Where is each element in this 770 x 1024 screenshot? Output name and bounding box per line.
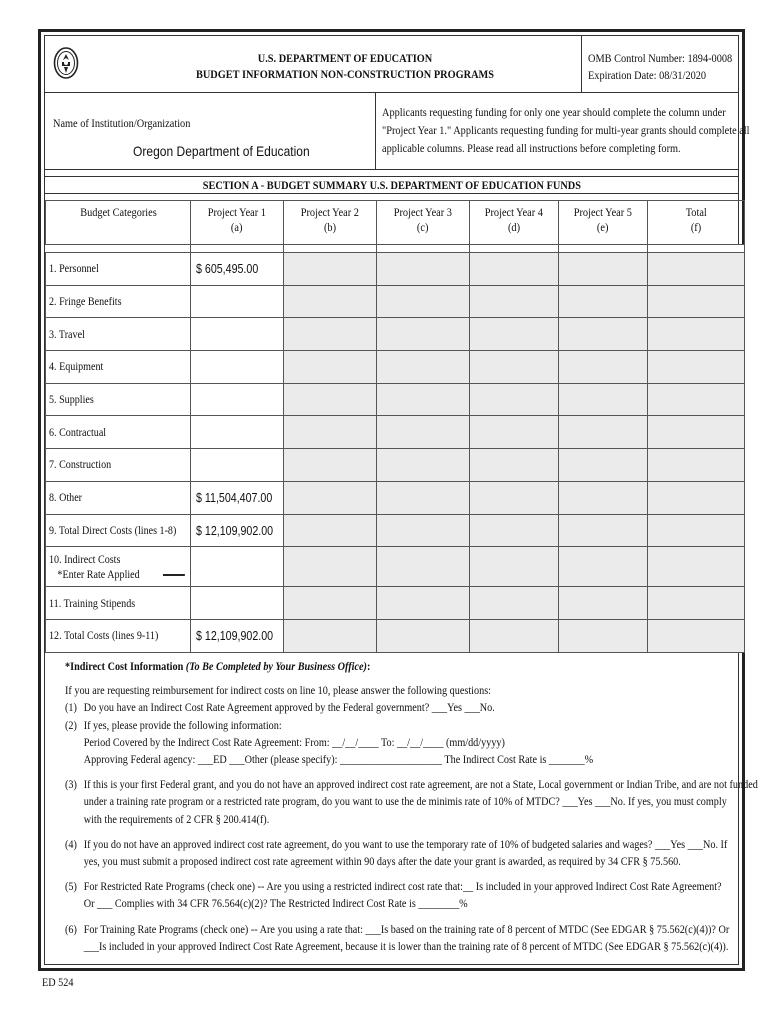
year1-amount-cell[interactable] (191, 547, 284, 587)
col-header-total: Total (f) (648, 201, 745, 245)
table-header-row (46, 201, 745, 245)
question-number: (3) (65, 777, 77, 792)
total-amount-cell[interactable] (648, 449, 745, 482)
total-amount-cell[interactable] (648, 481, 745, 514)
table-row (46, 481, 745, 514)
year4-amount-cell[interactable] (470, 416, 559, 449)
total-amount-cell[interactable] (648, 587, 745, 620)
total-amount-cell[interactable] (648, 383, 745, 416)
year1-amount-cell[interactable] (191, 416, 284, 449)
year4-amount-cell[interactable] (470, 318, 559, 351)
indirect-cost-line (65, 717, 632, 734)
budget-category-label: 3. Travel (46, 318, 191, 351)
col-header-categories: Budget Categories (46, 201, 191, 245)
question-text: under a training rate program or a restricted rate program, do you want to use the de minimis rate of 10% of MTDC? ___Yes ___No. If yes, you must comply (83, 794, 727, 809)
table-row (46, 318, 745, 351)
budget-form (38, 29, 758, 971)
year3-amount-cell[interactable] (377, 253, 470, 286)
question-number: (5) (65, 879, 77, 894)
budget-category-label: 10. Indirect Costs *Enter Rate Applied (46, 547, 191, 587)
total-amount-cell[interactable] (648, 351, 745, 384)
question-text: If you do not have an approved indirect cost rate agreement, do you want to use the temporary rate of 10% of budgeted salaries and wages? ___Yes ___No. If (83, 836, 728, 851)
department-seal-icon (53, 46, 79, 80)
form-header (45, 36, 738, 93)
question-text: with the requirements of 2 CFR § 200.414(f). (83, 811, 270, 826)
table-row (46, 285, 745, 318)
question-text: yes, you must submit a proposed indirect cost rate agreement within 90 days after the date your grant is awarded, as required by 34 CFR § 75.560. (83, 854, 681, 869)
question-number: (4) (65, 836, 77, 851)
year2-amount-cell[interactable] (284, 587, 377, 620)
indirect-cost-title: *Indirect Cost Information (To Be Completed by Your Business Office): (65, 659, 371, 673)
table-row (46, 351, 745, 384)
question-text: ___Is included in your approved Indirect Cost Rate Agreement, because it is lower than the training rate of 8 percent of MTDC (See EDGAR § 75.562(c)(4)). (83, 938, 729, 953)
year4-amount-cell[interactable] (470, 285, 559, 318)
question-number: (6) (65, 921, 77, 936)
year1-amount-cell[interactable] (191, 449, 284, 482)
year4-amount-cell[interactable] (470, 449, 559, 482)
expiration-date: Expiration Date: 08/31/2020 (588, 68, 707, 82)
year4-amount-cell[interactable] (470, 383, 559, 416)
year1-amount-cell[interactable]: $ 12,109,902.00 (191, 514, 284, 547)
indirect-cost-line (65, 921, 730, 938)
table-row (46, 383, 745, 416)
year4-amount-cell[interactable] (470, 514, 559, 547)
indirect-cost-line (65, 811, 632, 828)
year1-amount-cell[interactable] (191, 587, 284, 620)
year2-amount-cell[interactable] (284, 351, 377, 384)
table-row (46, 514, 745, 547)
table-row (46, 587, 745, 620)
institution-row (45, 93, 750, 170)
year3-amount-cell[interactable] (377, 514, 470, 547)
omb-number: OMB Control Number: 1894-0008 (588, 51, 733, 65)
year1-amount-cell[interactable]: $ 12,109,902.00 (191, 619, 284, 652)
year5-amount-cell[interactable] (559, 481, 648, 514)
year5-amount-cell[interactable] (559, 285, 648, 318)
year1-amount-cell[interactable] (191, 383, 284, 416)
year4-amount-cell[interactable] (470, 619, 559, 652)
year3-amount-cell[interactable] (377, 481, 470, 514)
indirect-cost-line (65, 793, 727, 810)
indirect-cost-line (65, 836, 728, 853)
question-text: Do you have an Indirect Cost Rate Agreement approved by the Federal government? ___Yes ___No. (83, 700, 495, 715)
indirect-cost-line (65, 878, 722, 895)
year5-amount-cell[interactable] (559, 619, 648, 652)
form-inner (44, 35, 758, 965)
table-row (46, 619, 745, 652)
year2-amount-cell[interactable] (284, 514, 377, 547)
budget-category-label: 11. Training Stipends (46, 587, 191, 620)
total-amount-cell[interactable] (648, 514, 745, 547)
year5-amount-cell[interactable] (559, 253, 648, 286)
table-row (46, 547, 745, 587)
indirect-cost-line (65, 751, 632, 768)
question-text: For Training Rate Programs (check one) -- Are you using a rate that: ___Is based on the training rate of 8 percent of MTDC (See EDGAR § 75.562(c)(4))? Or (83, 921, 730, 936)
year3-amount-cell[interactable] (377, 547, 470, 587)
table-spacer-row (46, 245, 745, 253)
col-header-year4: Project Year 4 (d) (470, 201, 559, 245)
year1-amount-cell[interactable] (191, 351, 284, 384)
budget-category-label: 6. Contractual (46, 416, 191, 449)
institution-value[interactable]: Oregon Department of Education (133, 143, 310, 159)
question-number: (2) (65, 717, 77, 732)
form-title (164, 50, 525, 82)
question-text: If this is your first Federal grant, and you do not have an approved indirect cost rate agreement, are not a State, Local government or Indian Tribe, and are not funded (83, 777, 758, 792)
instructions-line: "Project Year 1." Applicants requesting funding for multi-year grants should complete all (382, 123, 750, 137)
title-line-1: U.S. DEPARTMENT OF EDUCATION (257, 51, 433, 65)
indirect-cost-line (65, 938, 729, 955)
budget-category-label: 2. Fringe Benefits (46, 285, 191, 318)
year3-amount-cell[interactable] (377, 318, 470, 351)
rate-arrow-line (163, 574, 185, 576)
budget-category-label: 8. Other (46, 481, 191, 514)
indirect-cost-questions (65, 682, 758, 955)
institution-label: Name of Institution/Organization (53, 116, 191, 130)
title-line-2: BUDGET INFORMATION NON-CONSTRUCTION PROGRAMS (195, 67, 495, 81)
year5-amount-cell[interactable] (559, 351, 648, 384)
budget-category-label: 9. Total Direct Costs (lines 1-8) (46, 514, 191, 547)
total-amount-cell[interactable] (648, 416, 745, 449)
year1-amount-cell[interactable]: $ 605,495.00 (191, 253, 284, 286)
year3-amount-cell[interactable] (377, 285, 470, 318)
year3-amount-cell[interactable] (377, 383, 470, 416)
total-amount-cell[interactable] (648, 285, 745, 318)
year2-amount-cell[interactable] (284, 547, 377, 587)
indirect-cost-line (65, 776, 758, 793)
year4-amount-cell[interactable] (470, 351, 559, 384)
budget-category-label: 5. Supplies (46, 383, 191, 416)
question-text: Period Covered by the Indirect Cost Rate Agreement: From: __/__/____ To: __/__/____ (mm/dd/yyyy) (83, 734, 505, 749)
year2-amount-cell[interactable] (284, 416, 377, 449)
table-row (46, 416, 745, 449)
budget-table-body (46, 245, 745, 653)
year5-amount-cell[interactable] (559, 383, 648, 416)
year4-amount-cell[interactable] (470, 481, 559, 514)
year1-amount-cell[interactable]: $ 11,504,407.00 (191, 481, 284, 514)
year5-amount-cell[interactable] (559, 416, 648, 449)
question-text: If yes, please provide the following information: (83, 717, 282, 732)
year1-amount-cell[interactable] (191, 285, 284, 318)
indirect-cost-line (65, 699, 632, 716)
table-row (46, 449, 745, 482)
indirect-cost-info (65, 658, 758, 955)
indirect-cost-line (65, 734, 632, 751)
year2-amount-cell[interactable] (284, 253, 377, 286)
budget-category-label: 7. Construction (46, 449, 191, 482)
question-text: Approving Federal agency: ___ED ___Other (please specify): ____________________ The Indirect Cost Rate is _______% (83, 752, 594, 767)
table-row (46, 253, 745, 286)
instructions-line: Applicants requesting funding for only one year should complete the column under (382, 105, 726, 119)
total-amount-cell[interactable] (648, 253, 745, 286)
institution-field[interactable] (45, 93, 376, 169)
year3-amount-cell[interactable] (377, 416, 470, 449)
question-text: For Restricted Rate Programs (check one) -- Are you using a restricted indirect cost rate that:__ Is included in your approved Indirect Cost Rate Agreement? (83, 879, 722, 894)
year2-amount-cell[interactable] (284, 285, 377, 318)
year3-amount-cell[interactable] (377, 449, 470, 482)
year5-amount-cell[interactable] (559, 318, 648, 351)
question-text: Or ___ Complies with 34 CFR 76.564(c)(2)? The Restricted Indirect Cost Rate is ________% (83, 896, 468, 911)
year3-amount-cell[interactable] (377, 351, 470, 384)
budget-category-label: 12. Total Costs (lines 9-11) (46, 619, 191, 652)
budget-table (45, 200, 745, 653)
year5-amount-cell[interactable] (559, 514, 648, 547)
question-number: (1) (65, 700, 77, 715)
year4-amount-cell[interactable] (470, 547, 559, 587)
budget-category-label: 4. Equipment (46, 351, 191, 384)
year4-amount-cell[interactable] (470, 587, 559, 620)
year2-amount-cell[interactable] (284, 481, 377, 514)
col-header-year1: Project Year 1 (a) (191, 201, 284, 245)
year2-amount-cell[interactable] (284, 449, 377, 482)
budget-category-label: 1. Personnel (46, 253, 191, 286)
indirect-cost-line (65, 682, 632, 699)
year3-amount-cell[interactable] (377, 619, 470, 652)
col-header-year5: Project Year 5 (e) (559, 201, 648, 245)
indirect-cost-line (65, 895, 632, 912)
form-id: ED 524 (42, 975, 74, 989)
year2-amount-cell[interactable] (284, 619, 377, 652)
year4-amount-cell[interactable] (470, 253, 559, 286)
year5-amount-cell[interactable] (559, 449, 648, 482)
col-header-year3: Project Year 3 (c) (377, 201, 470, 245)
total-amount-cell[interactable] (648, 619, 745, 652)
year3-amount-cell[interactable] (377, 587, 470, 620)
year5-amount-cell[interactable] (559, 587, 648, 620)
total-amount-cell[interactable] (648, 318, 745, 351)
question-text: If you are requesting reimbursement for indirect costs on line 10, please answer the following questions: (65, 683, 492, 698)
omb-info (581, 36, 738, 92)
instructions-line: applicable columns. Please read all instructions before completing form. (382, 141, 681, 155)
instructions-text (382, 103, 750, 157)
section-a-title: SECTION A - BUDGET SUMMARY U.S. DEPARTMENT OF EDUCATION FUNDS (45, 176, 738, 194)
year2-amount-cell[interactable] (284, 318, 377, 351)
col-header-year2: Project Year 2 (b) (284, 201, 377, 245)
year5-amount-cell[interactable] (559, 547, 648, 587)
year1-amount-cell[interactable] (191, 318, 284, 351)
indirect-cost-line (65, 853, 681, 870)
year2-amount-cell[interactable] (284, 383, 377, 416)
total-amount-cell[interactable] (648, 547, 745, 587)
